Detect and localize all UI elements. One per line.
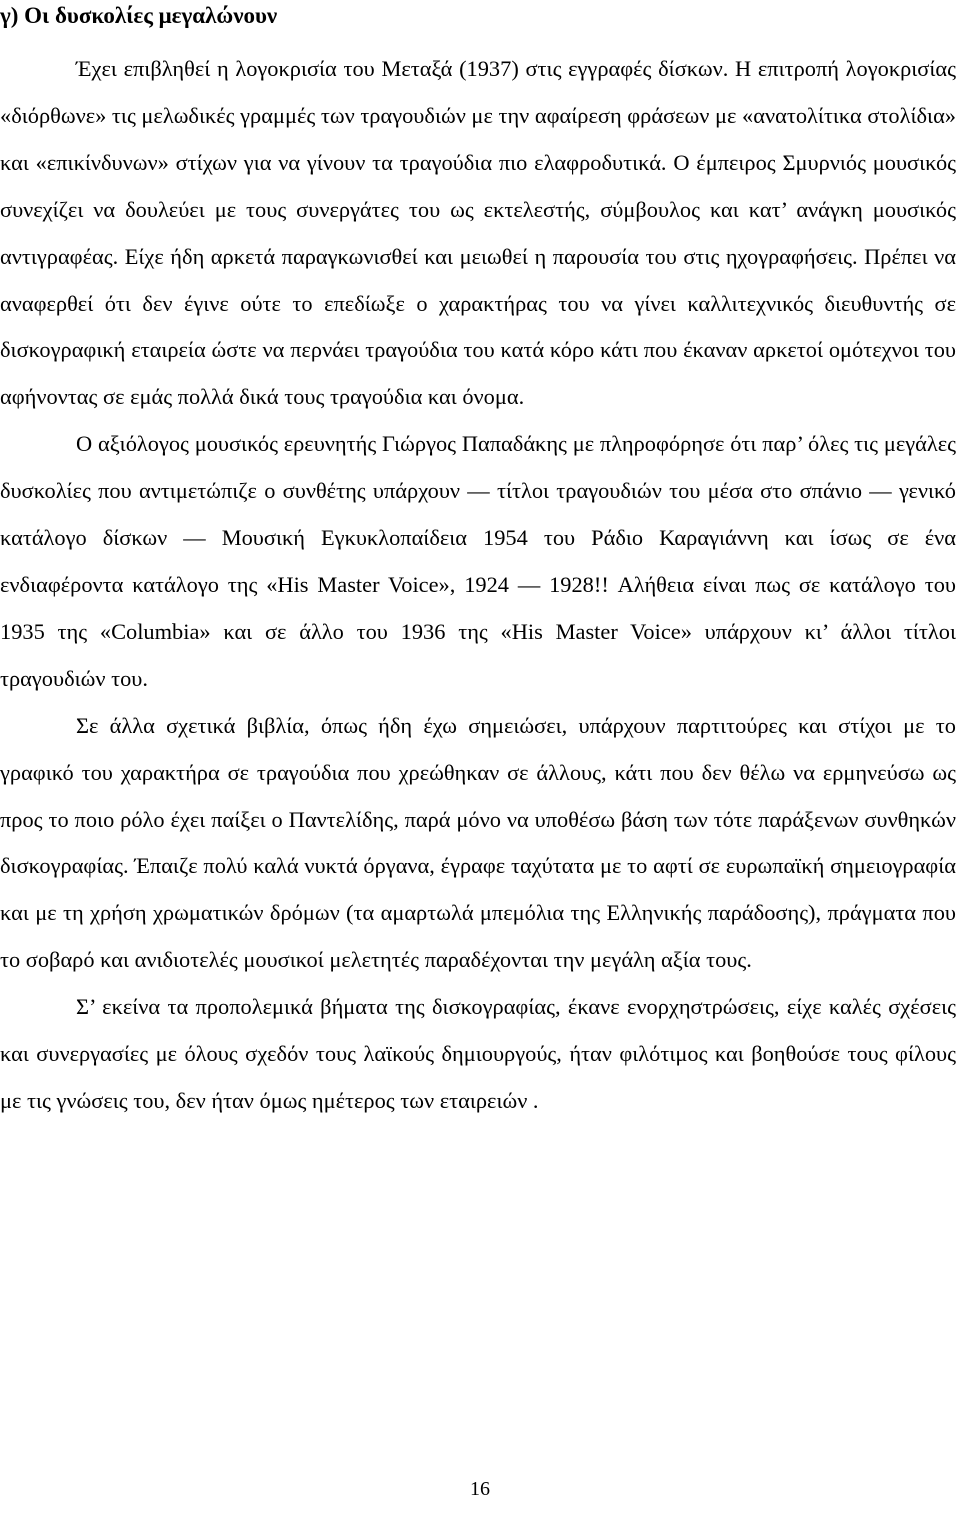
paragraph-prewar: Σ’ εκείνα τα προπολεμικά βήματα της δισκογραφίας, έκανε ενορχηστρώσεις, είχε καλές σχέσεις και συνεργασίες με όλους σχεδόν τους λαϊκούς δημιουργούς, ήταν φιλότιμος και βοηθούσε τους φίλους με τις γνώσεις του, δεν ήταν όμως ημέτερος των εταιρειών . bbox=[0, 994, 956, 1113]
body-text bbox=[0, 46, 956, 1125]
paragraph-censorship: Έχει επιβληθεί η λογοκρισία του Μεταξά (1937) στις εγγραφές δίσκων. Η επιτροπή λογοκρισίας «διόρθωνε» τις μελωδικές γραμμές των τραγουδιών με την αφαίρεση φράσεων με «ανατολίτικα στολίδια» και «επικίνδυνων» στίχων για να γίνουν τα τραγούδια πιο ελαφροδυτικά. Ο έμπειρος Σμυρνιός μουσικός συνεχίζει να δουλεύει με τους συνεργάτες του ως εκτελεστής, σύμβουλος και κατ’ ανάγκη μουσικός αντιγραφέας. Είχε ήδη αρκετά παραγκωνισθεί και μειωθεί η παρουσία του στις ηχογραφήσεις. Πρέπει να αναφερθεί ότι δεν έγινε ούτε το επεδίωξε ο χαρακτήρας του να γίνει καλλιτεχνικός διευθυντής σε δισκογραφική εταιρεία ώστε να περνάει τραγούδια του κατά κόρο κάτι που έκαναν αρκετοί ομότεχνοι του αφήνοντας σε εμάς πολλά δικά τους τραγούδια και όνομα. bbox=[0, 56, 956, 410]
paragraph-researcher: Ο αξιόλογος μουσικός ερευνητής Γιώργος Παπαδάκης με πληροφόρησε ότι παρ’ όλες τις μεγάλες δυσκολίες που αντιμετώπιζε ο συνθέτης υπάρχουν — τίτλοι τραγουδιών του μέσα στο σπάνιο — γενικό κατάλογο δίσκων — Μουσική Εγκυκλοπαίδεια 1954 του Ράδιο Καραγιάννη και ίσως σε ένα ενδιαφέροντα κατάλογο της «His Master Voice», 1924 — 1928!! Αλήθεια είναι πως σε κατάλογο του 1935 της «Columbia» και σε άλλο του 1936 της «His Master Voice» υπάρχουν κι’ άλλοι τίτλοι τραγουδιών του. bbox=[0, 431, 956, 691]
section-heading: γ) Οι δυσκολίες μεγαλώνουν bbox=[0, 3, 278, 28]
page-number: 16 bbox=[470, 1478, 490, 1500]
paragraph-related-books: Σε άλλα σχετικά βιβλία, όπως ήδη έχω σημειώσει, υπάρχουν παρτιτούρες και στίχοι με το γραφικό του χαρακτήρα σε τραγούδια που χρεώθηκαν σε άλλους, κάτι που δεν θέλω να ερμηνεύσω ως προς το ποιο ρόλο έχει παίξει ο Παντελίδης, παρά μόνο να υποθέσω βάση των τότε παράξενων συνθηκών δισκογραφίας. Έπαιζε πολύ καλά νυκτά όργανα, έγραφε ταχύτατα με το αφτί σε ευρωπαϊκή σημειογραφία και με τη χρήση χρωματικών δρόμων (τα αμαρτωλά μπεμόλια της Ελληνικής παράδοσης), πράγματα που το σοβαρό και ανιδιοτελές μουσικοί μελετητές παραδέχονται την μεγάλη αξία τους. bbox=[0, 712, 956, 973]
